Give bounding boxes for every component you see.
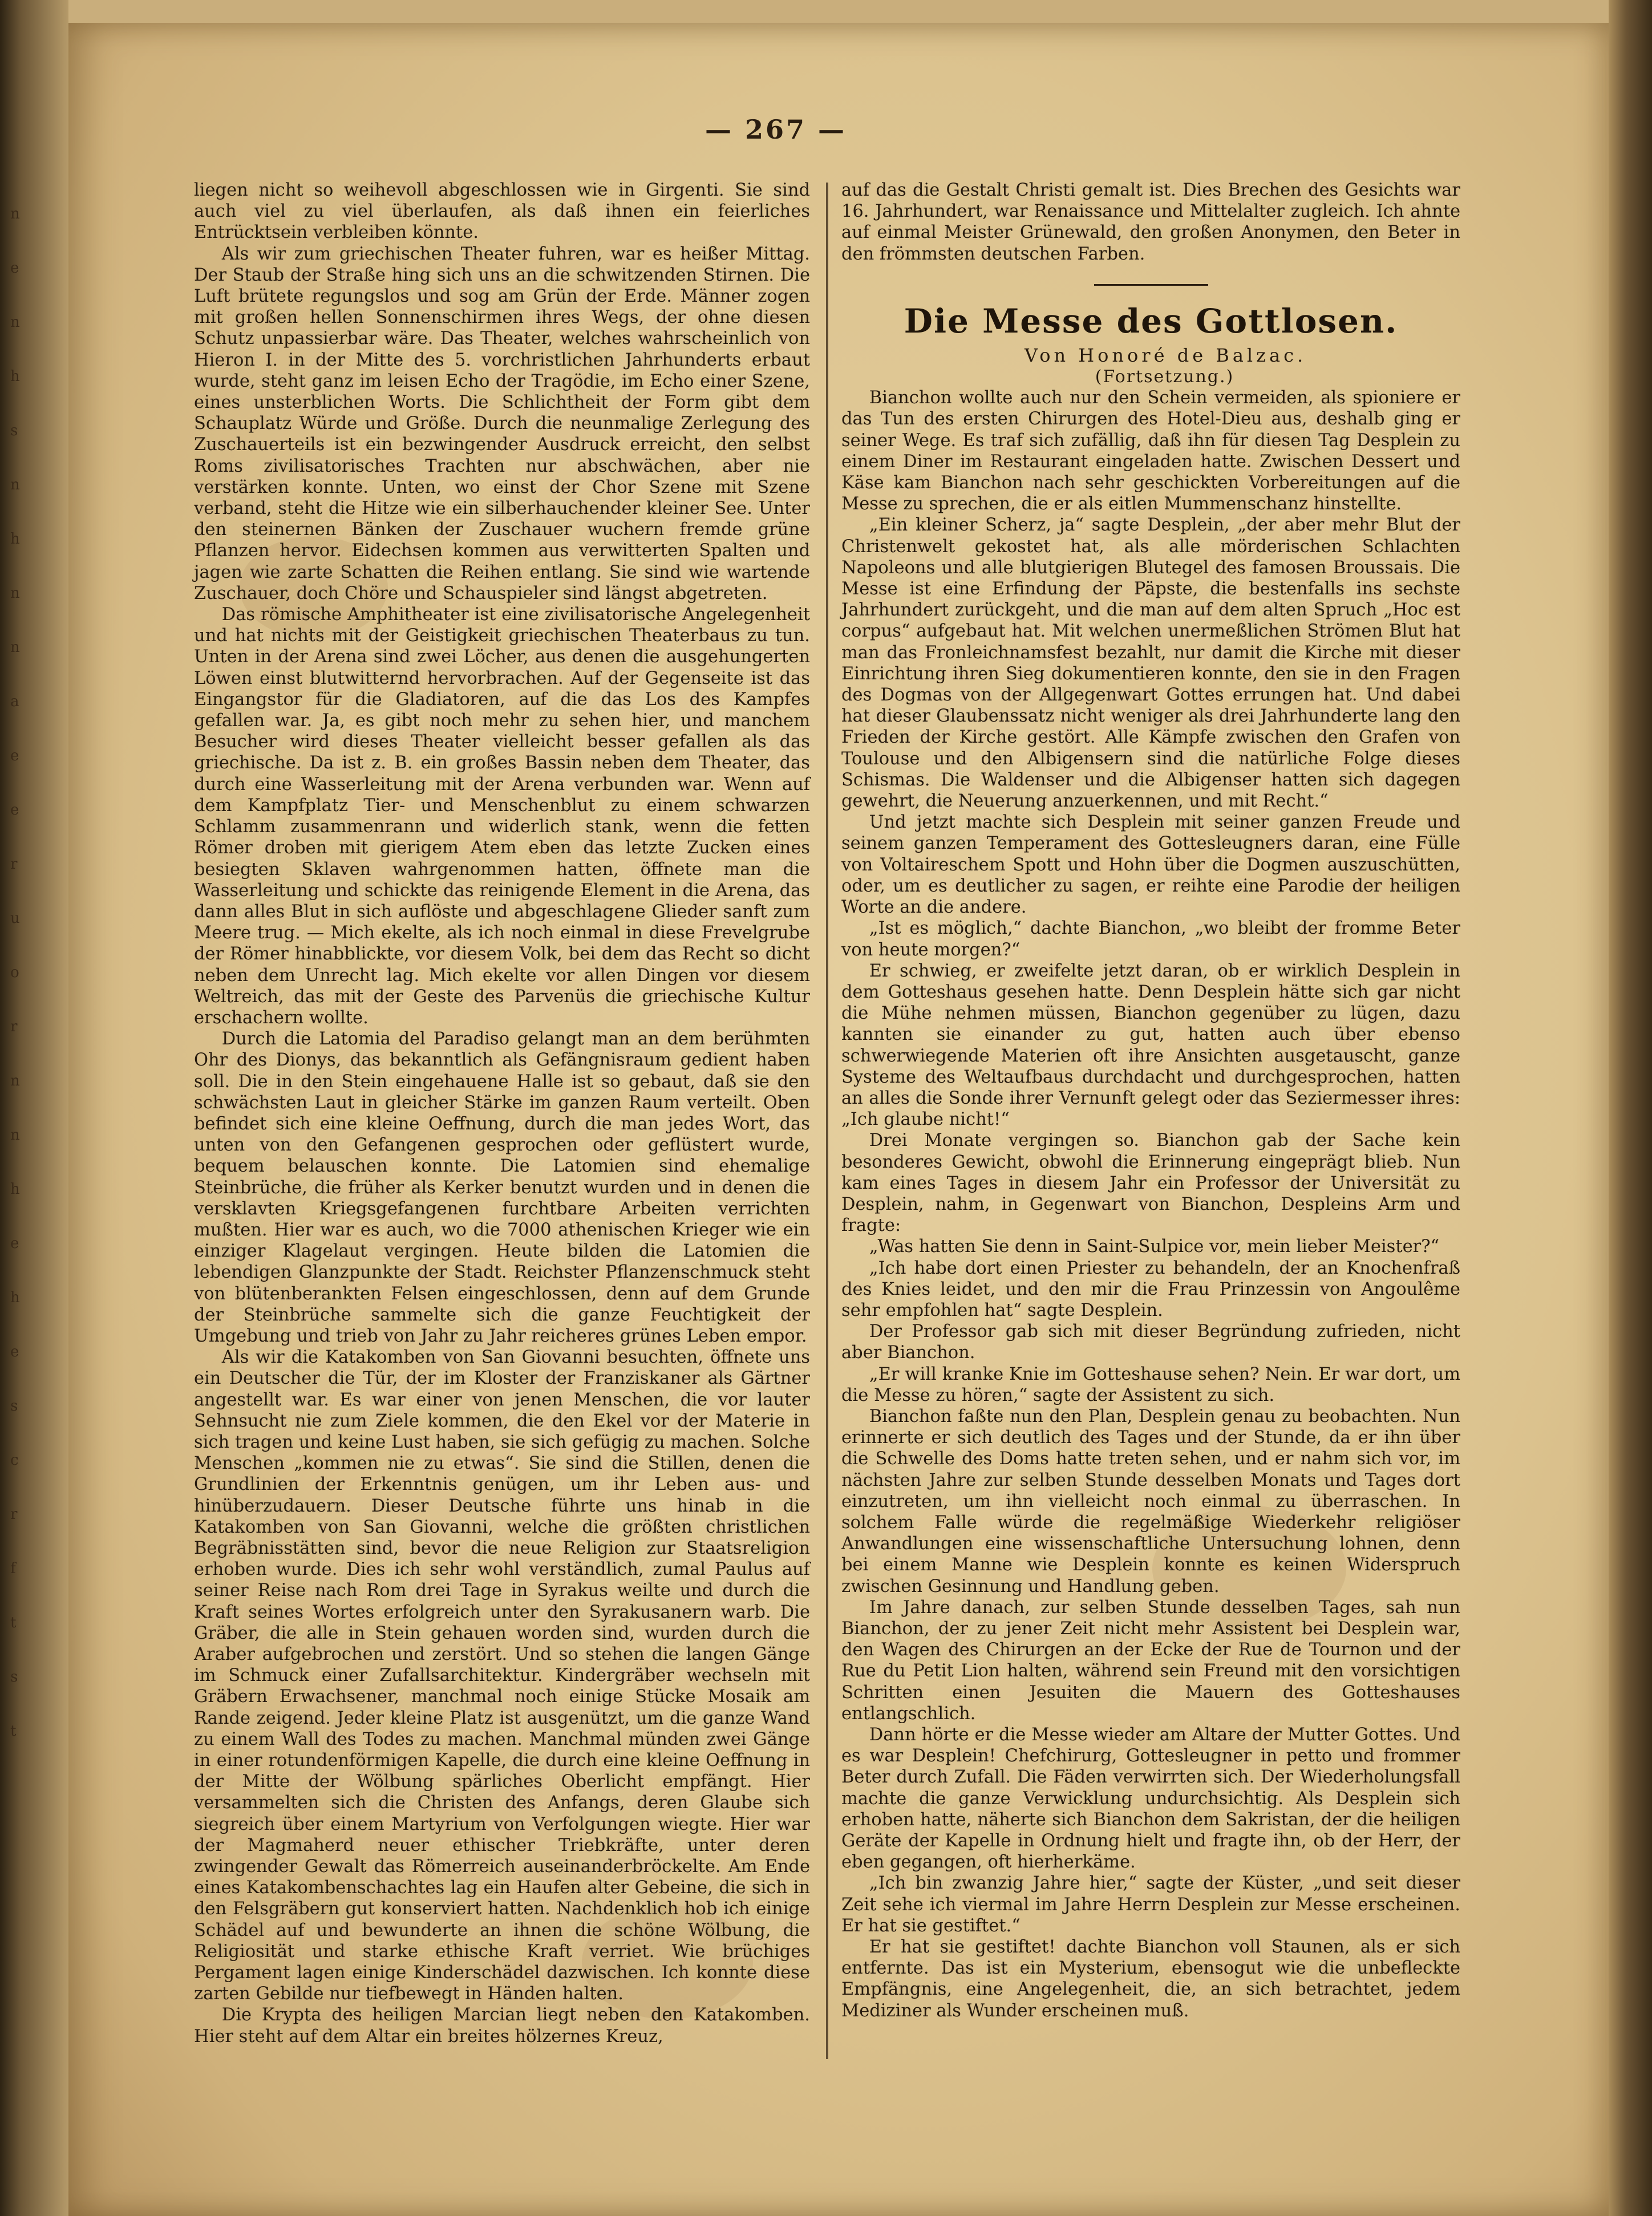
- paragraph: Bianchon faßte nun den Plan, Desplein genau zu beobachten. Nun erinnerte er sich deutlich des Tages und der Stunde, da er ihn über die Schwelle des Doms hatte treten sehen, und er nahm sich vor, im nächsten Jahre zur selben Stunde desselben Monats und Tages dort einzutreten, um ihn vielleicht noch einmal zu überraschen. In solchem Falle würde die regelmäßige Wiederkehr religiöser Anwandlungen eine wissenschaftliche Untersuchung lohnen, denn bei einem Manne wie Desplein konnte es keinen Widerspruch zwischen Gesinnung und Handlung geben.: [841, 1406, 1460, 1597]
- facing-page-fragment: r: [10, 856, 18, 873]
- paragraph: „Ich habe dort einen Priester zu behandeln, der an Knochenfraß des Knies leidet, und den mir die Frau Prinzessin von Angoulême sehr empfohlen hat“ sagte Desplein.: [841, 1258, 1460, 1320]
- facing-page-fragment: o: [10, 964, 19, 981]
- facing-page-fragment: n: [10, 1127, 20, 1144]
- page-edge-shadow: [1609, 0, 1652, 2216]
- facing-page-fragment: s: [10, 422, 18, 439]
- column-divider: [826, 183, 828, 2059]
- facing-page-fragment: e: [10, 1343, 19, 1360]
- facing-page-fragment: e: [10, 801, 19, 819]
- facing-page-fragment: a: [10, 693, 19, 710]
- facing-page-fragment: n: [10, 476, 20, 493]
- paragraph: liegen nicht so weihevoll abgeschlossen wie in Girgenti. Sie sind auch viel zu viel überlaufen, als daß ihnen ein feierliches Entrücktsein verbleiben könnte.: [194, 180, 810, 243]
- paragraph: Die Krypta des heiligen Marcian liegt neben den Katakomben. Hier steht auf dem Altar ein breites hölzernes Kreuz,: [194, 2005, 810, 2047]
- facing-page-fragment: n: [10, 205, 20, 222]
- paragraph: Dann hörte er die Messe wieder am Altare der Mutter Gottes. Und es war Desplein! Chefchirurg, Gottesleugner in petto und frommer Beter durch Zufall. Die Fäden verwirrten sich. Der Wiederholungsfall machte die ganze Verwicklung undurchsichtig. Als Desplein sich erhoben hatte, näherte sich Bianchon dem Sakristan, der die heiligen Geräte der Kapelle in Ordnung hielt und fragte ihn, ob der Herr, der eben gegangen, oft hierherkäme.: [841, 1725, 1460, 1873]
- paragraph: „Ein kleiner Scherz, ja“ sagte Desplein, „der aber mehr Blut der Christenwelt gekostet hat, als alle mörderischen Schlachten Napoleons und alle blutgierigen Blutegel des famosen Broussais. Die Messe ist eine Erfindung der Päpste, die bestenfalls ins sechste Jahrhundert zurückgeht, und die man auf dem alten Spruch „Hoc est corpus“ aufgebaut hat. Mit welchen unermeßlichen Strömen Blut hat man das Fronleichnamsfest bezahlt, nur damit die Kirche mit dieser Einrichtung ihren Sieg dokumentieren konnte, den sie in den Fragen des Dogmas von der Allgegenwart Gottes errungen hat. Und dabei hat dieser Glaubenssatz nicht weniger als drei Jahrhunderte lang den Frieden der Kirche gestört. Alle Kämpfe zwischen den Grafen von Toulouse und den Albigensern sind die natürliche Folge dieses Schismas. Die Waldenser und die Albigenser hatten sich dagegen gewehrt, die Neuerung anzuerkennen, und mit Recht.“: [841, 515, 1460, 812]
- facing-page-fragment: h: [10, 530, 20, 548]
- continuation-note: (Fortsetzung.): [1095, 367, 1234, 387]
- paragraph: „Er will kranke Knie im Gotteshause sehen? Nein. Er war dort, um die Messe zu hören,“ sagte der Assistent zu sich.: [841, 1364, 1460, 1405]
- paragraph: Er hat sie gestiftet! dachte Bianchon voll Staunen, als er sich entfernte. Das ist ein Mysterium, ebensogut wie die unbefleckte Empfängnis, eine Angelegenheit, die, an sich betrachtet, jedem Mediziner als Wunder erscheinen muß.: [841, 1937, 1460, 2021]
- facing-page-fragment: r: [10, 1018, 18, 1035]
- facing-page-fragment: h: [10, 368, 20, 385]
- facing-page-fragment: f: [10, 1560, 16, 1577]
- facing-page-fragment: c: [10, 1452, 19, 1469]
- page-number: — 267 —: [704, 114, 847, 145]
- facing-page-fragment: e: [10, 260, 19, 277]
- paragraph: Bianchon wollte auch nur den Schein vermeiden, als spioniere er das Tun des ersten Chirurgen des Hotel-Dieu aus, deshalb ging er seiner Wege. Es traf sich zufällig, daß ihn für diesen Tag Desplein zu einem Diner im Restaurant eingeladen hatte. Zwischen Dessert und Käse kam Bianchon nach sehr geschickten Vorbereitungen auf die Messe zu sprechen, die er als eitlen Mummenschanz hinstellte.: [841, 388, 1460, 514]
- paragraph: Als wir die Katakomben von San Giovanni besuchten, öffnete uns ein Deutscher die Tür, der im Kloster der Franziskaner als Gärtner angestellt war. Es war einer von jenen Menschen, die vor lauter Sehnsucht nie zum Ziele kommen, die den Ekel vor der Materie in sich tragen und keine Lust haben, sie sich gefügig zu machen. Solche Menschen „kommen nie zu etwas“. Sie sind die Stillen, denen die Grundlinien der Erkenntnis genügen, um ihr Leben aus- und hinüberzudauern. Dieser Deutsche führte uns hinab in die Katakomben von San Giovanni, welche die größten christlichen Begräbnisstätten sind, bevor die neue Religion zur Staatsreligion erhoben wurde. Dies ich sehr wohl verständlich, zumal Paulus auf seiner Reise nach Rom drei Tage in Syrakus weilte und durch die Kraft seines Wortes erfolgreich unter den Syrakusanern warb. Die Gräber, die alle in Stein gehauen worden sind, wurden durch die Araber aufgebrochen und zerstört. Und so stehen die langen Gänge im Schmuck einer Zufallsarchitektur. Kindergräber wechseln mit Gräbern Erwachsener, manchmal noch einige Stücke Mosaik am Rande zeigend. Jeder kleine Platz ist ausgenützt, um die ganze Wand zu einem Wall des Todes zu machen. Manchmal münden zwei Gänge in einer rotundenförmigen Kapelle, die durch eine kleine Oeffnung in der Mitte der Wölbung spärliches Oberlicht empfängt. Hier versammelten sich die Christen des Anfangs, deren Glaube sich siegreich über einem Martyrium von Verfolgungen wiegte. Hier war der Magmaherd neuer ethischer Triebkräfte, unter deren zwingender Gewalt das Römerreich auseinanderbröckelte. Am Ende eines Katakombenschachtes lag ein Haufen alter Gebeine, die sich in den Felsgräbern gut konserviert hatten. Nachdenklich hob ich einige Schädel auf und bewunderte an ihnen die schöne Wölbung, die Religiosität und starke ethische Kraft verriet. Wie brüchiges Pergament lagen einige Kinderschädel dazwischen. Ich konnte diese zarten Gebilde nur tiefbewegt in Händen halten.: [194, 1347, 810, 2004]
- paragraph: Drei Monate vergingen so. Bianchon gab der Sache kein besonderes Gewicht, obwohl die Erinnerung eingeprägt blieb. Nun kam eines Tages in diesem Jahr ein Professor der Universität zu Desplein, nahm, in Gegenwart von Bianchon, Despleins Arm und fragte:: [841, 1131, 1460, 1236]
- facing-page-edge: [0, 0, 68, 2216]
- paragraph: Der Professor gab sich mit dieser Begründung zufrieden, nicht aber Bianchon.: [841, 1322, 1460, 1363]
- facing-page-fragment: s: [10, 1397, 18, 1415]
- paragraph: „Ich bin zwanzig Jahre hier,“ sagte der Küster, „und seit dieser Zeit sehe ich viermal im Jahre Herrn Desplein zur Messe erscheinen. Er hat sie gestiftet.“: [841, 1873, 1460, 1936]
- right-column: [841, 180, 1460, 2021]
- facing-page-fragment: r: [10, 1506, 18, 1523]
- facing-page-fragment: t: [10, 1614, 17, 1631]
- facing-page-fragment: s: [10, 1668, 18, 1686]
- facing-page-fragment: u: [10, 910, 20, 927]
- facing-page-fragment: n: [10, 639, 20, 656]
- paragraph: Und jetzt machte sich Desplein mit seiner ganzen Freude und seinem ganzen Temperament des Gottesleugners daran, eine Fülle von Voltaireschem Spott und Hohn über die Dogmen auszuschütten, oder, um es deutlicher zu sagen, er reihte eine Parodie der heiligen Worte an die andere.: [841, 812, 1460, 918]
- paragraph: auf das die Gestalt Christi gemalt ist. Dies Brechen des Gesichts war 16. Jahrhundert, war Renaissance und Mittelalter zugleich. Ich ahnte auf einmal Meister Grünewald, den großen Anonymen, den Beter in den frömmsten deutschen Farben.: [841, 180, 1460, 264]
- paragraph: Er schwieg, er zweifelte jetzt daran, ob er wirklich Desplein in dem Gotteshaus gesehen hatte. Denn Desplein hätte sich gar nicht die Mühe nehmen müssen, Bianchon gegenüber zu lügen, dazu kannten sie einander zu gut, hatten auch über ebenso schwerwiegende Materien oft ihre Ansichten ausgetauscht, ganze Systeme des Weltaufbaus durchdacht und durchgesprochen, hatten an alles die Sonde ihrer Vernunft gelegt oder das Seziermesser ihres: „Ich glaube nicht!“: [841, 961, 1460, 1130]
- left-column: [194, 180, 810, 2047]
- facing-page-fragment: n: [10, 585, 20, 602]
- facing-page-fragment: n: [10, 314, 20, 331]
- paragraph: „Ist es möglich,“ dachte Bianchon, „wo bleibt der fromme Beter von heute morgen?“: [841, 918, 1460, 960]
- article-byline: Von Honoré de Balzac.: [1025, 344, 1307, 366]
- paragraph: Im Jahre danach, zur selben Stunde desselben Tages, sah nun Bianchon, der zu jener Zeit nicht mehr Assistent bei Desplein war, den Wagen des Chirurgen an der Ecke der Rue de Tournon und der Rue du Petit Lion halten, während sein Freund mit den vorsichtigen Schritten einen Jesuiten die Mauern des Gotteshauses entlangschlich.: [841, 1597, 1460, 1724]
- paragraph: Als wir zum griechischen Theater fuhren, war es heißer Mittag. Der Staub der Straße hing sich uns an die schwitzenden Stirnen. Die Luft brütete regungslos und sog am Grün der Erde. Männer zogen mit großen hellen Sonnenschirmen ihres Wegs, der ohne diesen Schutz unpassierbar wäre. Das Theater, welches wahrscheinlich von Hieron I. in der Mitte des 5. vorchristlichen Jahrhunderts erbaut wurde, steht ganz im leisen Echo der Tragödie, im Echo einer Szene, eines unsterblichen Worts. Die Schlichtheit der Form gibt dem Schauplatz Würde und Größe. Durch die neunmalige Zerlegung des Zuschauerteils ist ein bezwingender Ausdruck erreicht, den selbst Roms zivilisatorisches Trachten nur abschwächen, aber nie verstärken konnte. Unten, wo einst der Chor Szene mit Szene verband, steht die Hitze wie ein silberhauchender kleiner See. Unter den steinernen Bänken der Zuschauer wuchern fremde grüne Pflanzen hervor. Eidechsen kommen aus verwitterten Spalten und jagen wie zarte Schatten die Reihen entlang. Sie sind wie wartende Zuschauer, doch Chöre und Schauspieler sind längst abgetreten.: [194, 244, 810, 603]
- facing-page-fragment: t: [10, 1723, 17, 1740]
- facing-page-fragment: e: [10, 747, 19, 764]
- facing-page-fragment: n: [10, 1072, 20, 1089]
- paragraph: „Was hatten Sie denn in Saint-Sulpice vor, mein lieber Meister?“: [869, 1237, 1440, 1257]
- facing-page-fragment: h: [10, 1181, 20, 1198]
- facing-page-fragment: e: [10, 1235, 19, 1252]
- article-title: Die Messe des Gottlosen.: [904, 301, 1398, 341]
- section-rule: [1094, 284, 1208, 286]
- paragraph: Durch die Latomia del Paradiso gelangt man an dem berühmten Ohr des Dionys, das bekanntlich als Gefängnisraum gedient haben soll. Die in den Stein eingehauene Halle ist so gebaut, daß sie den schwächsten Laut in gleicher Stärke im ganzen Raum verteilt. Oben befindet sich eine kleine Oeffnung, durch die man jedes Wort, das unten von den Gefangenen gesprochen oder geflüstert wurde, bequem belauschen konnte. Die Latomien sind ehemalige Steinbrüche, die früher als Kerker benutzt wurden und in denen die versklavten Kriegsgefangenen furchtbare Arbeiten verrichten mußten. Hier war es auch, wo die 7000 athenischen Krieger wie ein einziger Klagelaut vergingen. Heute bilden die Latomien die lebendigen Glanzpunkte der Stadt. Reichster Pflanzenschmuck steht von blütenberankten Felsen eingeschlossen, denn auf dem Grunde der Steinbrüche sammelte sich die ganze Feuchtigkeit der Umgebung und trieb von Jahr zu Jahr reicheres grünes Leben empor.: [194, 1029, 810, 1346]
- paragraph: Das römische Amphitheater ist eine zivilisatorische Angelegenheit und hat nichts mit der Geistigkeit griechischen Theaterbaus zu tun. Unten in der Arena sind zwei Löcher, aus denen die ausgehungerten Löwen einst blutwitternd hervorbrachen. Auf der Gegenseite ist das Eingangstor für die Gladiatoren, auf die das Los des Kampfes gefallen war. Ja, es gibt noch mehr zu sehen hier, und manchem Besucher wird dieses Theater vielleicht besser gefallen als das griechische. Da ist z. B. ein großes Bassin neben dem Theater, das durch eine Wasserleitung mit der Arena verbunden war. Wenn auf dem Kampfplatz Tier- und Menschenblut zu einem schwarzen Schlamm zusammenrann und widerlich stank, wenn die fetten Römer droben mit gierigem Atem eben das letzte Zucken eines besiegten Sklaven wahrgenommen hatten, öffnete man die Wasserleitung und schickte das reinigende Element in die Arena, das dann alles Blut in sich auflöste und abgeschlagene Glieder sanft zum Meere trug. — Mich ekelte, als ich noch einmal in diese Frevelgrube der Römer hinabblickte, vor diesem Volk, bei dem das Recht so dicht neben dem Unrecht lag. Mich ekelte vor allen Dingen vor diesem Weltreich, das mit der Geste des Parvenüs die griechische Kultur erschachern wollte.: [194, 605, 810, 1028]
- facing-page-fragment: h: [10, 1289, 20, 1306]
